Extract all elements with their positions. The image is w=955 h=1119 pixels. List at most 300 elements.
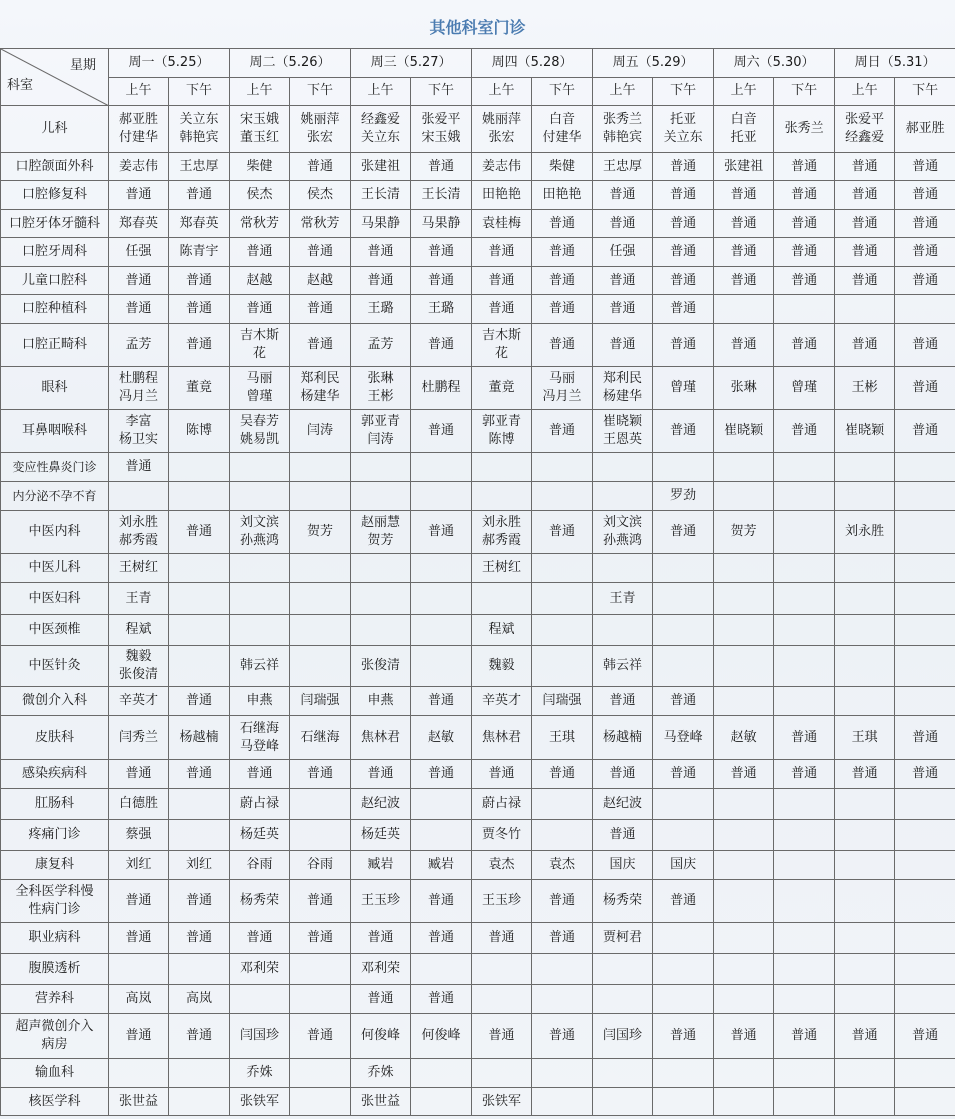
schedule-cell [532,453,593,482]
schedule-cell [169,820,230,851]
schedule-cell: 普通 [411,923,472,954]
dept-name: 感染疾病科 [1,760,109,789]
schedule-cell: 刘永胜 [835,511,895,554]
schedule-cell: 贺芳 [714,511,774,554]
schedule-cell [169,554,230,583]
schedule-cell: 普通 [109,880,169,923]
schedule-cell: 普通 [835,153,895,181]
schedule-cell: 任强 [109,238,169,267]
schedule-cell: 闫涛 [290,410,351,453]
schedule-cell [411,1088,472,1116]
schedule-cell: 刘红 [109,851,169,880]
dept-name: 中医针灸 [1,646,109,687]
schedule-cell: 刘永胜 郝秀霞 [472,511,532,554]
schedule-cell: 郝亚胜 [895,106,955,153]
schedule-cell: 闫国珍 [230,1014,290,1059]
schedule-cell: 杨廷英 [230,820,290,851]
schedule-cell [714,1059,774,1088]
schedule-cell: 普通 [169,511,230,554]
schedule-cell: 王玉珍 [351,880,411,923]
table-row [1,410,955,453]
schedule-cell [593,482,653,511]
schedule-cell: 普通 [230,238,290,267]
schedule-cell: 谷雨 [290,851,351,880]
schedule-cell: 普通 [472,267,532,295]
am-header: 上午 [714,77,774,106]
schedule-cell: 普通 [835,267,895,295]
table-row [1,210,955,238]
dept-name: 输血科 [1,1059,109,1088]
schedule-cell: 王璐 [351,295,411,324]
schedule-cell: 郑利民 杨建华 [290,367,351,410]
schedule-cell [109,954,169,985]
schedule-cell: 普通 [774,238,835,267]
schedule-body [1,106,955,1116]
schedule-cell: 普通 [593,324,653,367]
schedule-cell: 张爱平 经鑫爱 [835,106,895,153]
schedule-cell [290,615,351,646]
schedule-cell: 普通 [895,153,955,181]
schedule-cell: 普通 [653,324,714,367]
schedule-cell [774,954,835,985]
schedule-cell [290,583,351,615]
schedule-cell [835,583,895,615]
schedule-cell: 普通 [169,181,230,210]
schedule-cell: 赵敏 [411,716,472,760]
schedule-cell: 张建祖 [714,153,774,181]
schedule-cell: 赵敏 [714,716,774,760]
schedule-cell: 王树红 [109,554,169,583]
schedule-cell [532,954,593,985]
schedule-cell: 杨秀荣 [593,880,653,923]
corner-dept-label: 科室 [7,78,34,93]
schedule-cell: 普通 [653,410,714,453]
schedule-cell [351,583,411,615]
schedule-cell: 普通 [653,153,714,181]
schedule-cell [472,482,532,511]
schedule-cell [169,583,230,615]
schedule-cell: 普通 [109,181,169,210]
schedule-cell: 普通 [532,880,593,923]
dept-name: 内分泌不孕不育 [1,482,109,511]
schedule-cell: 崔晓颖 [835,410,895,453]
schedule-cell [774,295,835,324]
schedule-cell [774,923,835,954]
schedule-cell: 普通 [653,295,714,324]
table-row [1,324,955,367]
schedule-cell: 普通 [532,210,593,238]
am-header: 上午 [835,77,895,106]
schedule-cell [411,453,472,482]
schedule-cell: 普通 [593,181,653,210]
schedule-cell: 马登峰 [653,716,714,760]
pm-header: 下午 [895,77,955,106]
schedule-cell: 普通 [532,760,593,789]
schedule-cell: 申燕 [351,687,411,716]
schedule-cell [169,789,230,820]
schedule-cell: 普通 [895,760,955,789]
schedule-cell: 韩云祥 [230,646,290,687]
table-row [1,820,955,851]
dept-name: 疼痛门诊 [1,820,109,851]
schedule-cell: 吉木斯 花 [472,324,532,367]
schedule-cell [774,583,835,615]
schedule-cell: 普通 [109,1014,169,1059]
schedule-cell: 普通 [774,153,835,181]
schedule-cell [835,985,895,1014]
am-header: 上午 [593,77,653,106]
schedule-cell: 普通 [532,1014,593,1059]
pm-header: 下午 [774,77,835,106]
dept-name: 儿科 [1,106,109,153]
table-row [1,985,955,1014]
dept-name: 口腔正畸科 [1,324,109,367]
day-header: 周二（5.26） [230,49,351,78]
schedule-cell: 何俊峰 [411,1014,472,1059]
schedule-cell [290,789,351,820]
schedule-cell: 蔚占禄 [472,789,532,820]
schedule-cell: 普通 [895,238,955,267]
schedule-cell [895,554,955,583]
schedule-cell: 普通 [895,716,955,760]
schedule-cell: 普通 [532,238,593,267]
schedule-cell: 赵纪波 [593,789,653,820]
schedule-cell: 邓利荣 [351,954,411,985]
schedule-cell: 杜鹏程 [411,367,472,410]
dept-name: 儿童口腔科 [1,267,109,295]
schedule-cell [714,851,774,880]
schedule-cell: 崔晓颖 [714,410,774,453]
schedule-cell [895,511,955,554]
schedule-cell [593,453,653,482]
schedule-cell [835,954,895,985]
day-header-row [1,49,955,78]
schedule-cell: 张世益 [351,1088,411,1116]
schedule-cell: 普通 [351,267,411,295]
schedule-cell: 普通 [290,238,351,267]
schedule-cell [411,820,472,851]
schedule-cell [774,820,835,851]
schedule-cell: 侯杰 [230,181,290,210]
schedule-cell: 刘文滨 孙燕鸿 [593,511,653,554]
schedule-cell: 普通 [169,324,230,367]
schedule-cell: 白德胜 [109,789,169,820]
schedule-cell [835,295,895,324]
schedule-cell: 姚丽萍 张宏 [290,106,351,153]
schedule-cell: 郑春英 [109,210,169,238]
schedule-cell [593,954,653,985]
schedule-cell [835,453,895,482]
schedule-cell: 臧岩 [351,851,411,880]
schedule-cell: 杨廷英 [351,820,411,851]
schedule-cell: 王玉珍 [472,880,532,923]
schedule-cell: 普通 [351,238,411,267]
schedule-cell [835,880,895,923]
schedule-cell [895,646,955,687]
schedule-cell [653,554,714,583]
schedule-cell: 普通 [774,410,835,453]
schedule-cell [290,453,351,482]
schedule-cell: 王琪 [532,716,593,760]
schedule-cell: 普通 [835,324,895,367]
schedule-cell [714,923,774,954]
table-row [1,482,955,511]
table-row [1,789,955,820]
schedule-cell: 高岚 [169,985,230,1014]
schedule-cell [169,615,230,646]
table-row [1,153,955,181]
schedule-cell: 普通 [714,238,774,267]
schedule-cell: 陈青宇 [169,238,230,267]
schedule-cell: 马果静 [411,210,472,238]
schedule-cell: 张世益 [109,1088,169,1116]
schedule-cell: 普通 [895,210,955,238]
dept-name: 腹膜透析 [1,954,109,985]
schedule-cell: 乔姝 [230,1059,290,1088]
schedule-cell: 普通 [472,238,532,267]
dept-name: 中医颈椎 [1,615,109,646]
schedule-cell: 普通 [351,923,411,954]
schedule-cell [774,453,835,482]
schedule-cell [774,851,835,880]
dept-name: 全科医学科慢 性病门诊 [1,880,109,923]
schedule-table [0,48,955,1116]
schedule-cell [411,954,472,985]
schedule-cell: 普通 [774,324,835,367]
table-row [1,687,955,716]
schedule-cell: 孟芳 [109,324,169,367]
schedule-cell [653,646,714,687]
schedule-cell: 赵纪波 [351,789,411,820]
dept-name: 中医儿科 [1,554,109,583]
schedule-cell: 袁杰 [532,851,593,880]
schedule-cell [593,554,653,583]
schedule-cell: 普通 [714,181,774,210]
schedule-cell: 杜鹏程 冯月兰 [109,367,169,410]
schedule-cell: 普通 [230,923,290,954]
schedule-cell: 普通 [714,324,774,367]
schedule-cell: 普通 [411,238,472,267]
schedule-cell: 普通 [593,210,653,238]
schedule-cell [835,646,895,687]
schedule-cell: 姜志伟 [109,153,169,181]
dept-name: 营养科 [1,985,109,1014]
schedule-cell: 普通 [169,1014,230,1059]
schedule-cell [169,954,230,985]
schedule-cell: 高岚 [109,985,169,1014]
schedule-cell: 王忠厚 [169,153,230,181]
schedule-cell: 普通 [653,181,714,210]
schedule-cell [290,646,351,687]
table-row [1,615,955,646]
day-header: 周五（5.29） [593,49,714,78]
schedule-cell: 普通 [290,880,351,923]
schedule-cell [895,923,955,954]
schedule-cell: 郭亚青 陈博 [472,410,532,453]
schedule-cell [169,1088,230,1116]
dept-name: 核医学科 [1,1088,109,1116]
schedule-cell [714,985,774,1014]
table-row [1,238,955,267]
table-row [1,367,955,410]
schedule-cell: 普通 [411,324,472,367]
schedule-cell: 王青 [109,583,169,615]
table-row [1,880,955,923]
schedule-cell [411,789,472,820]
schedule-cell [895,789,955,820]
schedule-cell [714,820,774,851]
schedule-cell [290,482,351,511]
schedule-cell: 普通 [895,410,955,453]
schedule-cell: 刘文滨 孙燕鸿 [230,511,290,554]
schedule-cell: 普通 [714,760,774,789]
schedule-cell [593,985,653,1014]
schedule-cell: 辛英才 [472,687,532,716]
schedule-cell [714,554,774,583]
schedule-cell: 王璐 [411,295,472,324]
schedule-cell: 普通 [593,820,653,851]
schedule-cell [411,482,472,511]
schedule-cell: 普通 [109,267,169,295]
schedule-cell: 普通 [593,760,653,789]
schedule-cell: 普通 [835,181,895,210]
schedule-cell [351,615,411,646]
schedule-cell [714,954,774,985]
schedule-cell [714,687,774,716]
schedule-cell: 闫秀兰 [109,716,169,760]
schedule-cell: 贾柯君 [593,923,653,954]
schedule-cell [472,1059,532,1088]
am-header: 上午 [472,77,532,106]
schedule-cell [290,820,351,851]
schedule-cell: 普通 [774,210,835,238]
schedule-cell: 申燕 [230,687,290,716]
schedule-cell: 普通 [472,1014,532,1059]
schedule-cell: 闫瑞强 [290,687,351,716]
schedule-cell [714,1088,774,1116]
schedule-cell: 赵越 [230,267,290,295]
schedule-cell: 张铁军 [230,1088,290,1116]
schedule-cell: 普通 [351,985,411,1014]
dept-name: 耳鼻咽喉科 [1,410,109,453]
table-row [1,106,955,153]
dept-name: 口腔牙周科 [1,238,109,267]
schedule-cell [532,554,593,583]
schedule-cell: 闫国珍 [593,1014,653,1059]
schedule-cell: 普通 [411,267,472,295]
schedule-cell [109,1059,169,1088]
schedule-cell: 王彬 [835,367,895,410]
schedule-cell [411,583,472,615]
schedule-cell: 普通 [472,295,532,324]
schedule-cell [653,923,714,954]
schedule-cell: 普通 [290,760,351,789]
schedule-cell: 焦林君 [351,716,411,760]
schedule-cell: 张秀兰 [774,106,835,153]
schedule-cell [653,583,714,615]
schedule-cell [895,482,955,511]
table-row [1,583,955,615]
schedule-cell [895,1088,955,1116]
schedule-cell: 侯杰 [290,181,351,210]
schedule-cell: 刘红 [169,851,230,880]
schedule-cell [714,482,774,511]
schedule-cell [411,615,472,646]
schedule-cell: 程斌 [472,615,532,646]
schedule-cell [835,615,895,646]
schedule-cell: 姚丽萍 张宏 [472,106,532,153]
schedule-cell: 普通 [230,295,290,324]
schedule-cell [169,453,230,482]
dept-name: 变应性鼻炎门诊 [1,453,109,482]
dept-name: 眼科 [1,367,109,410]
schedule-cell [532,615,593,646]
schedule-cell: 王树红 [472,554,532,583]
schedule-cell [290,985,351,1014]
schedule-cell: 臧岩 [411,851,472,880]
schedule-cell: 普通 [653,687,714,716]
dept-name: 中医妇科 [1,583,109,615]
schedule-cell [653,1059,714,1088]
day-header: 周三（5.27） [351,49,472,78]
table-row [1,453,955,482]
schedule-cell [774,1059,835,1088]
schedule-cell: 李富 杨卫实 [109,410,169,453]
dept-name: 皮肤科 [1,716,109,760]
schedule-cell [895,820,955,851]
schedule-cell: 普通 [169,687,230,716]
am-header: 上午 [109,77,169,106]
schedule-cell: 普通 [351,760,411,789]
schedule-cell: 张秀兰 韩艳宾 [593,106,653,153]
schedule-cell: 柴健 [230,153,290,181]
schedule-cell: 马丽 冯月兰 [532,367,593,410]
schedule-cell [472,453,532,482]
table-row [1,923,955,954]
schedule-cell: 普通 [895,181,955,210]
schedule-cell: 普通 [895,367,955,410]
dept-name: 肛肠科 [1,789,109,820]
schedule-cell: 白音 托亚 [714,106,774,153]
schedule-cell: 常秋芳 [230,210,290,238]
schedule-cell [411,554,472,583]
dept-name: 职业病科 [1,923,109,954]
schedule-cell: 普通 [653,1014,714,1059]
schedule-cell: 杨秀荣 [230,880,290,923]
schedule-cell [895,851,955,880]
schedule-cell [593,1059,653,1088]
schedule-cell: 蔡强 [109,820,169,851]
schedule-cell: 普通 [714,1014,774,1059]
schedule-cell: 普通 [169,760,230,789]
schedule-cell: 魏毅 [472,646,532,687]
schedule-cell: 普通 [593,687,653,716]
schedule-cell: 谷雨 [230,851,290,880]
table-row [1,511,955,554]
schedule-cell [714,880,774,923]
dept-name: 中医内科 [1,511,109,554]
schedule-cell: 关立东 韩艳宾 [169,106,230,153]
schedule-cell: 托亚 关立东 [653,106,714,153]
schedule-cell [351,453,411,482]
schedule-cell: 普通 [230,760,290,789]
schedule-cell: 石继海 [290,716,351,760]
day-header: 周四（5.28） [472,49,593,78]
schedule-cell [774,985,835,1014]
pm-header: 下午 [532,77,593,106]
schedule-cell: 普通 [532,511,593,554]
schedule-cell: 郑春英 [169,210,230,238]
